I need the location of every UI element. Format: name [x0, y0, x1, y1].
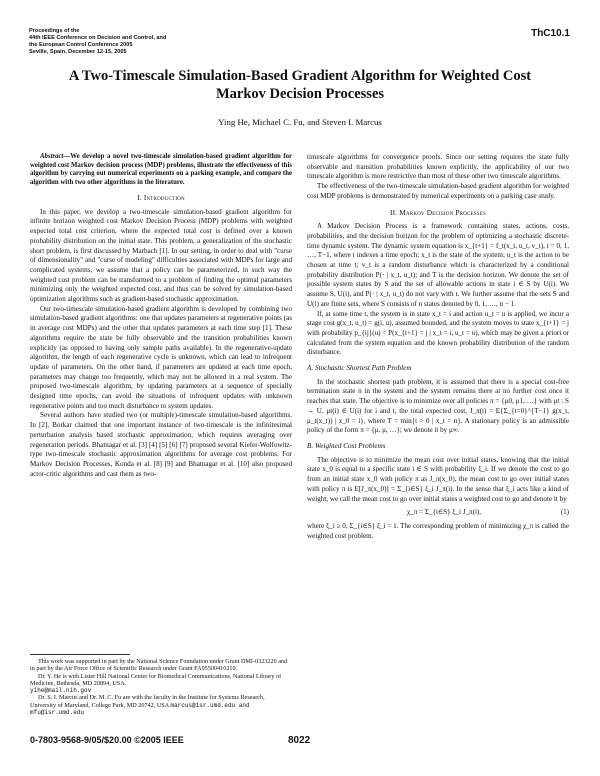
- paper-title: [40, 67, 560, 103]
- weighted-cost-paragraph-2: where ξ_i ≥ 0, Σ_{i∈S} ξ_i = 1. The corresponding problem of minimizing χ_π is called the weighted cost problem.: [307, 521, 569, 540]
- footnote-marcus-fu-text: Dr. S. I. Marcus and Dr. M. C. Fu are with the faculty in the Institute for Systems Research, University of Maryland, College Park, MD 20742, USA: [30, 694, 265, 709]
- footnotes: [30, 654, 292, 716]
- footnote-rule: [30, 654, 130, 655]
- equation-number: (1): [560, 508, 569, 517]
- page-number: 8022: [288, 735, 311, 746]
- mdp-paragraph-1: A Markov Decision Process is a framework containing states, actions, costs, probabilities, and the decision horizon for the problem of optimizing a stochastic discrete-time dynamic system. The dynamic system equation is x_{t+1} = f_t(x_t, u_t, v_t), t = 0, 1, …, T−1, where t indexes a time epoch; x_t is the state of the system; u_t is the action to be chosen at time t; v_t is a random disturbance which is characterized by a conditional probability distribution P(· | x_t, u_t); and T is the decision horizon. We denote the set of possible system states by S and the set of allowable actions in state i ∈ S by U(i). We assume S, U(i), and P(· | x_t, u_t) do not vary with t. We further assume that the sets S and U(i) are finite sets, where S consists of n states denoted by 0, 1, …, n − 1.: [307, 222, 569, 308]
- right-paragraph-1: timescale algorithms for convergence proofs. Since our setting requires the state fully observable and transition probabilities known explicitly, the applicability of our two timescale algorithm is more restrictive than most of these other two timescale algorithms.: [307, 153, 569, 181]
- author-list: Ying He, Michael C. Fu, and Steven I. Marcus: [218, 117, 382, 127]
- intro-paragraph-1: In this paper, we develop a two-timescale simulation-based gradient algorithm for infinite horizon weighted cost Markov Decision Process (MDP) problems with weighted expected total cost criterion, where the expected total cost is defined over a known probability distribution on the initial state. This problem, a generalization of the stochastic short problem, is first discussed by Marbach [1]. In our setting, in order to deal with "curse of dimensionality" and "curse of modeling" difficulties associated with MDPs for large and complicated systems, we assume that a policy can be parameterized, in such way the weighted cost problem can be transformed to a problem of finding the optimal parameters minimizing only the weighted expected cost, and thus can be solved by simulation-based optimization algorithms such as gradient-based stochastic approximation.: [30, 207, 292, 304]
- title-line-2: Markov Decision Processes: [215, 86, 385, 102]
- footnote-marcus-fu-email[interactable]: marcus@isr.umd.edu and mfu@isr.umd.edu: [30, 701, 250, 717]
- footnote-he: [30, 673, 292, 695]
- equation-1: [307, 508, 569, 518]
- left-column: [30, 153, 292, 479]
- section-heading-mdp: II. Markov Decision Processes: [389, 207, 486, 217]
- footnote-he-text: Dr. Y. He is with Lister Hill National Center for Biomedical Communications, National Library of Medicine, Bethesda, MD 20894, USA.: [30, 672, 282, 687]
- footnote-marcus-fu: [30, 694, 292, 716]
- section-heading-introduction: I. Introduction: [137, 193, 185, 202]
- footnote-funding: This work was supported in part by the National Science Foundation under Grant DMI-0323220 and in part by the Air Force Office of Scientific Research under Grant FA95500410210.: [30, 658, 288, 673]
- header-line-1: Proceedings of the: [29, 28, 80, 34]
- title-line-1: A Two-Timescale Simulation-Based Gradient Algorithm for Weighted Cost: [68, 68, 532, 84]
- abstract: [30, 153, 292, 187]
- header-line-4: Seville, Spain, December 12-15, 2005: [29, 49, 127, 55]
- footnote-he-email[interactable]: yihe@mail.nih.gov: [30, 687, 92, 695]
- intro-paragraph-3: Several authors have studied two (or multiple)-timescale simulation-based algorithms. In [2], Borkar claimed that one important instance of two-timescale is the infinitesimal perturbation analysis based stochastic approximation, which requires averaging over regeneration periods. Bhatnagar et al. [3] [4] [5] [6] [7] proposed several Kiefer-Wolfowitz-type two-timescale stochastic approximation algorithms for average cost problems. For Markov Decision Processes, Konda et al. [8] [9] and Bhatnagar et al. [10] also proposed actor-critic algorithms and cast them as two-: [30, 411, 292, 478]
- session-id: ThC10.1: [531, 28, 570, 39]
- subsection-heading-weighted-cost: B. Weighted Cost Problems: [307, 441, 386, 450]
- equation-body: χ_π = Σ_{i∈S} ξ_i J_π(i),: [407, 508, 482, 517]
- mdp-paragraph-2: If, at some time t, the system is in state x_t = i and action u_t = u is applied, we incur a stage cost g(x_t, u_t) = g(i, u), assumed bounded, and the system moves to state x_{t+1} = j with probability p_{ij}(u) = P(x_{t+1} = j | x_t = i, u_t = u), which may be given a priori or calculated from the system equation and the known probability distribution of the random disturbance.: [307, 309, 569, 357]
- right-paragraph-2: The effectiveness of the two-timescale simulation-based gradient algorithm for weighted cost MDP problems is demonstrated by numerical experiments on a parking case study.: [307, 182, 569, 200]
- subsection-heading-ssp: A. Stochastic Shortest Path Problem: [307, 364, 412, 373]
- intro-paragraph-2: Our two-timescale simulation-based gradient algorithm is developed by combining two simulation-based gradient algorithms: one that updates parameters at regenerative points (as in average cost MDPs) and the other that updates parameters at each time step [1]. These algorithms require the state be fully observable and the transition probabilities known explicitly (as opposed to having only sample paths available). In the regenerative-update algorithm, the length of each regenerative cycle is unknown, which can lead to infrequent update of parameters. On the other hand, if parameters are updated at each time epoch, parameters may change too frequently, which may not be allowed in a real system. The proposed two-timescale algorithm, by updating parameters at a sequence of specially designed time epochs, can avoid the situations of infrequent updates with unknown regenerative points and too much disturbance to system updates.: [30, 304, 292, 410]
- weighted-cost-paragraph-1: The objective is to minimize the mean cost over initial states, knowing that the initial state x_0 is equal to a specific state i ∈ S with probability ξ_i. If we denote the cost to go from an initial state x_0 with policy π as J_π(x_0), the mean cost to go over initial states with policy π is E[J_π(x_0)] = Σ_{i∈S} ξ_i J_π(i). In the sense that ξ_i acts like a kind of weight, we call the mean cost to go over initial states a weighted cost to go and denote it by: [307, 455, 569, 503]
- right-column: [307, 153, 569, 541]
- abstract-text: —We develop a novel two-timescale simulation-based gradient algorithm for weighted cost Markov decision process (MDP) problems, illustrate the effectiveness of this algorithm by carrying out numerical experiments on a parking example, and compare the algorithm with two other algorithms in the literature.: [30, 153, 292, 186]
- isbn-copyright: 0-7803-9568-9/05/$20.00 ©2005 IEEE: [30, 735, 184, 745]
- proceedings-header: [29, 28, 329, 56]
- ssp-paragraph: In the stochastic shortest path problem, it is assumed that there is a special cost-free termination state n in the system and the system remains there at no further cost once it reaches that state. The objective is to minimize over all policies π = {μ0, μ1, …} with μt : S → U, μt(i) ∈ U(i) for i and t, the total expected cost, J_π(i) = E{Σ_{t=0}^{T−1} g(x_t, μ_t(x_t)) | x_0 = i}, where T = min{t > 0 | x_t = n}. A stationary policy is an admissible policy of the form π = {μ, μ, …}; we denote it by μ∞.: [307, 377, 569, 435]
- abstract-label: Abstract: [40, 153, 64, 160]
- header-line-2: 44th IEEE Conference on Decision and Control, and: [29, 35, 167, 41]
- header-line-3: the European Control Conference 2005: [29, 42, 133, 48]
